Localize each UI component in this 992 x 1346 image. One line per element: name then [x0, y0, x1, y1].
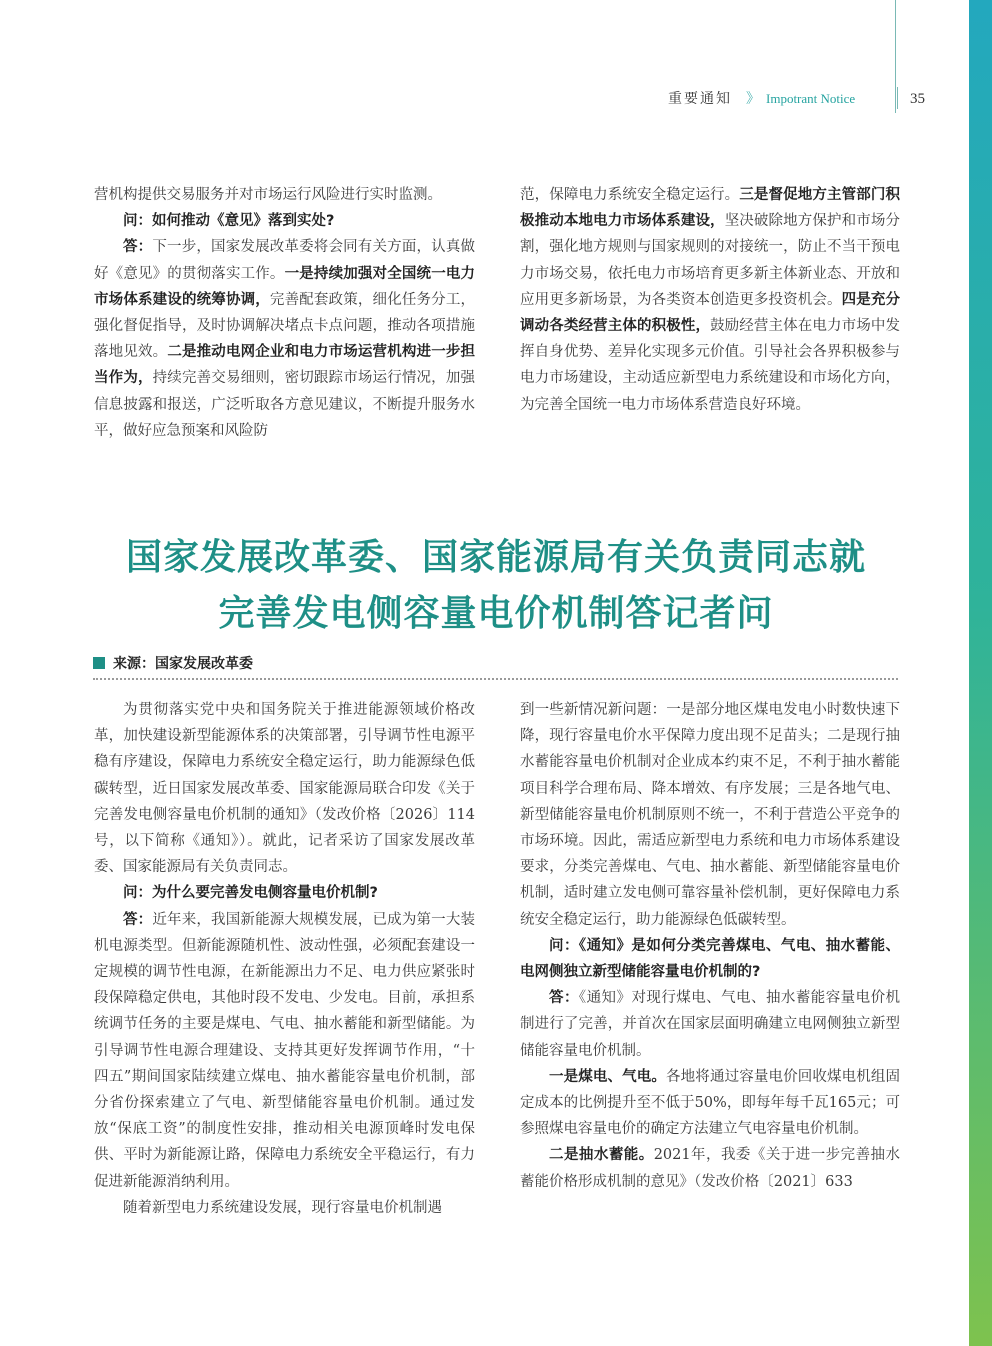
bold-text: 答： — [549, 990, 579, 1007]
question-paragraph: 问：如何推动《意见》落到实处? — [123, 213, 335, 230]
text-run: 坚决破除地方保护和市场分割，强化地方规则与国家规则的对接统一，防止不当干预电力市场交易，依托电力市场培育更多新主体新业态、开放和应用更多新场景，为各类资本创造更多投资机会。 — [520, 213, 901, 308]
article-source — [93, 654, 253, 674]
article-title-line-2: 完善发电侧容量电价机制答记者问 — [218, 593, 774, 634]
section-title-cn: 重要通知 — [668, 91, 732, 107]
question-paragraph: 问：为什么要完善发电侧容量电价机制? — [123, 885, 378, 902]
square-bullet-icon — [93, 657, 105, 669]
body-right-column — [520, 697, 900, 1195]
top-left-column — [94, 182, 475, 444]
paragraph: 随着新型电力系统建设发展，现行容量电价机制遇 — [123, 1199, 442, 1216]
page-number: 35 — [910, 91, 925, 107]
paragraph: 为贯彻落实党中央和国务院关于推进能源领域价格改革，加快建设新型能源体系的决策部署，引导调节性电源平稳有序建设，保障电力系统安全稳定运行，助力能源绿色低碳转型，近日国家发展改革委、国家能源局联合印发《关于完善发电侧容量电价机制的通知》（发改价格〔2026〕114号，以下简称《通知》）。就此，记者采访了国家发展改革委、国家能源局有关负责同志。 — [94, 702, 475, 876]
bold-text: 四是充分调动各类经营主体的积极性， — [520, 291, 901, 335]
bold-text: 三是督促地方主管部门积极推动本地电力市场体系建设， — [520, 187, 901, 230]
text-run: 2021年，我委《关于进一步完善抽水蓄能价格形成机制的意见》（发改价格〔2021〕633 — [520, 1147, 900, 1190]
bold-text: 一是持续加强对全国统一电力市场体系建设的统筹协调， — [94, 265, 476, 308]
text-run: 《通知》对现行煤电、气电、抽水蓄能容量电价机制进行了完善，并首次在国家层面明确建立电网侧独立新型储能容量电价机制。 — [520, 990, 901, 1059]
top-right-column — [520, 182, 900, 418]
body-left-column — [94, 697, 475, 1221]
bold-text: 二是推动电网企业和电力市场运营机构进一步担当作为， — [94, 344, 476, 387]
paragraph — [520, 182, 900, 418]
paragraph — [94, 234, 475, 444]
paragraph — [520, 985, 900, 1064]
double-chevron-icon: 》 — [746, 91, 760, 107]
question-paragraph: 问：《通知》是如何分类完善煤电、气电、抽水蓄能、电网侧独立新型储能容量电价机制的? — [520, 937, 900, 981]
text-run: 完善配套政策，细化任务分工，强化督促指导，及时协调解决堵点卡点问题，推动各项措施落地见效。 — [94, 291, 476, 361]
text-run: 鼓励经营主体在电力市场中发挥自身优势、差异化实现多元价值。引导社会各界积极参与电力市场建设，主动适应新型电力系统建设和市场化方向，为完善全国统一电力市场体系营造良好环境。 — [520, 318, 901, 413]
text-run: 下一步，国家发展改革委将会同有关方面，认真做好《意见》的贯彻落实工作。 — [94, 239, 476, 282]
bold-text: 答： — [123, 239, 153, 256]
bold-text: 二是抽水蓄能。 — [549, 1147, 654, 1164]
text-run: 各地将通过容量电价回收煤电机组固定成本的比例提升至不低于50%，即每年每千瓦165元；可参照煤电容量电价的确定方法建立气电容量电价机制。 — [520, 1068, 901, 1138]
section-title-en: Impotrant Notice — [766, 91, 856, 106]
dotted-divider — [93, 678, 898, 680]
paragraph: 到一些新情况新问题：一是部分地区煤电发电小时数快速下降，现行容量电价水平保障力度出现不足苗头；二是现行抽水蓄能容量电价机制对企业成本约束不足，不利于抽水蓄能项目科学合理布局、降本增效、有序发展；三是各地气电、新型储能容量电价机制原则不统一，不利于营造公平竞争的市场环境。因此，需适应新型电力系统和电力市场体系建设要求，分类完善煤电、气电、抽水蓄能、新型储能容量电价机制，适时建立发电侧可靠容量补偿机制，更好保障电力系统安全稳定运行，助力能源绿色低碳转型。 — [520, 702, 900, 928]
text-run: 持续完善交易细则，密切跟踪市场运行情况，加强信息披露和报送，广泛听取各方意见建议，不断提升服务水平，做好应急预案和风险防 — [94, 370, 475, 439]
header-separator — [897, 87, 898, 109]
bold-text: 一是煤电、气电。 — [549, 1068, 667, 1085]
text-run: 范，保障电力系统安全稳定运行。 — [520, 187, 740, 203]
paragraph — [520, 1064, 900, 1143]
paragraph — [94, 907, 475, 1195]
source-text: 来源：国家发展改革委 — [113, 656, 253, 672]
bold-text: 答： — [123, 911, 153, 928]
article-title-line-1: 国家发展改革委、国家能源局有关负责同志就 — [125, 537, 866, 578]
paragraph: 营机构提供交易服务并对市场运行风险进行实时监测。 — [94, 187, 442, 203]
text-run: 近年来，我国新能源大规模发展，已成为第一大装机电源类型。但新能源随机性、波动性强，必须配套建设一定规模的调节性电源，在新能源出力不足、电力供应紧张时段保障稳定供电，其他时段不发电、少发电。目前，承担系统调节任务的主要是煤电、气电、抽水蓄能和新型储能。为引导调节性电源合理建设、支持其更好发挥调节作用，“十四五”期间国家陆续建立煤电、抽水蓄能容量电价机制，部分省份探索建立了气电、新型储能容量电价机制。通过发放“保底工资”的制度性安排，推动相关电源顶峰时发电保供、平时为新能源让路，保障电力系统安全平稳运行，有力促进新能源消纳利用。 — [94, 911, 476, 1190]
side-color-bar — [969, 0, 992, 1346]
running-header — [668, 89, 968, 109]
paragraph — [520, 1142, 900, 1194]
